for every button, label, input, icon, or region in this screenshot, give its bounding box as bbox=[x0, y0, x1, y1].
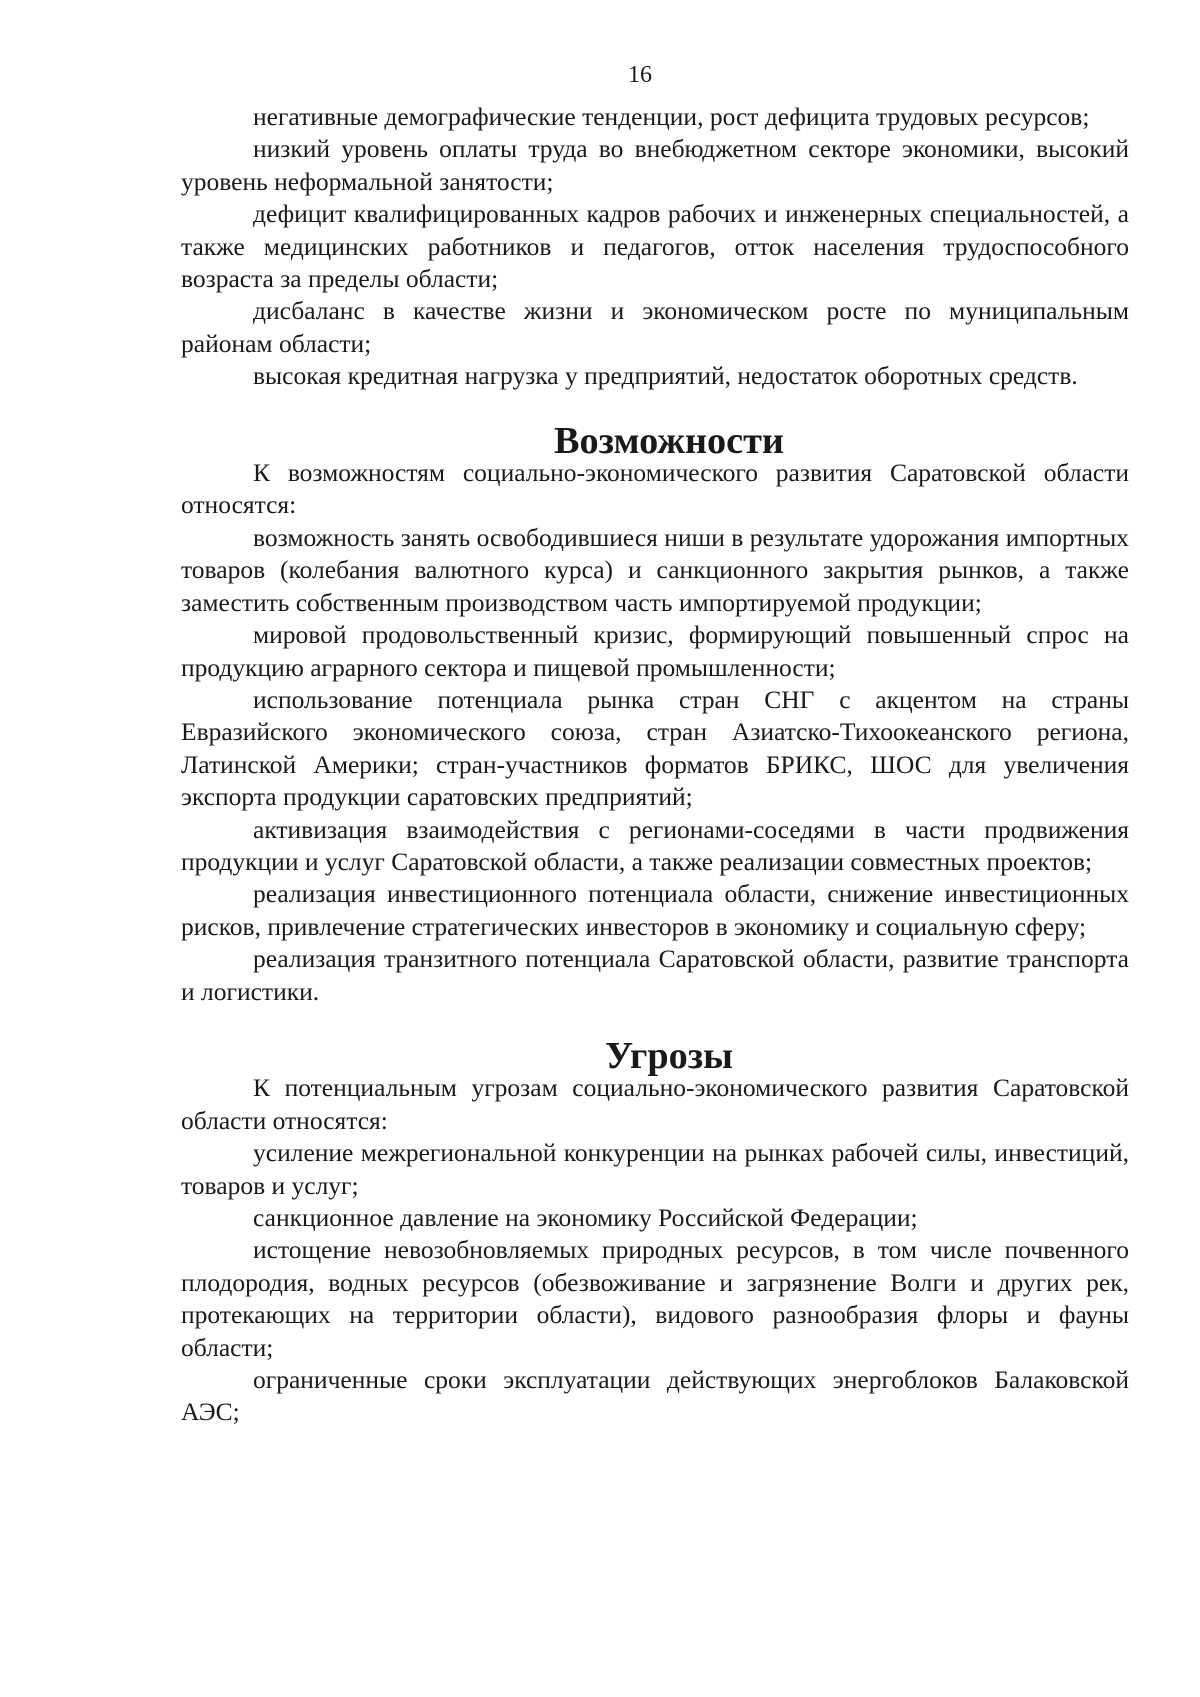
paragraph: усиление межрегиональной конкуренции на рынках рабочей силы, инвестиций, товаров и услуг; bbox=[181, 1138, 1129, 1200]
paragraph: использование потенциала рынка стран СНГ с акцентом на страны Евразийского экономического союза, стран Азиатско-Тихоокеанского региона, Латинской Америки; стран-участников форматов БРИКС, ШОС для увеличения экспорта продукции саратовских предприятий; bbox=[181, 684, 1129, 812]
paragraph: дефицит квалифицированных кадров рабочих и инженерных специальностей, а также медицинских работников и педагогов, отток населения трудоспособного возраста за пределы области; bbox=[181, 199, 1129, 294]
paragraph: истощение невозобновляемых природных ресурсов, в том числе почвенного плодородия, водных ресурсов (обезвоживание и загрязнение Волги и других рек, протекающих на территории области), видового разнообразия флоры и фауны области; bbox=[181, 1235, 1129, 1362]
paragraph: активизация взаимодействия с регионами-соседями в части продвижения продукции и услуг Саратовской области, а также реализации совместных проектов; bbox=[181, 814, 1129, 876]
paragraph: ограниченные сроки эксплуатации действующих энергоблоков Балаковской АЭС; bbox=[181, 1365, 1129, 1427]
paragraph: реализация инвестиционного потенциала области, снижение инвестиционных рисков, привлечение стратегических инвесторов в экономику и социальную сферу; bbox=[181, 879, 1129, 941]
paragraph: санкционное давление на экономику Российской Федерации; bbox=[253, 1203, 918, 1232]
document-body bbox=[181, 101, 1129, 1429]
paragraph: К потенциальным угрозам социально-экономического развития Саратовской области относятся: bbox=[181, 1073, 1129, 1135]
page-number: 16 bbox=[628, 62, 652, 88]
paragraph: низкий уровень оплаты труда во внебюджетном секторе экономики, высокий уровень неформальной занятости; bbox=[181, 134, 1129, 196]
paragraph: высокая кредитная нагрузка у предприятий, недостаток оборотных средств. bbox=[253, 361, 1078, 391]
paragraph: К возможностям социально-экономического развития Саратовской области относятся: bbox=[181, 458, 1129, 520]
paragraph: негативные демографические тенденции, рост дефицита трудовых ресурсов; bbox=[253, 102, 1090, 131]
section-heading-threats: Угрозы bbox=[605, 1034, 733, 1077]
paragraph: возможность занять освободившиеся ниши в результате удорожания импортных товаров (колебания валютного курса) и санкционного закрытия рынков, а также заместить собственным производством часть импортируемой продукции; bbox=[181, 522, 1129, 617]
paragraph: реализация транзитного потенциала Саратовской области, развитие транспорта и логистики. bbox=[181, 944, 1129, 1006]
section-heading-opportunities: Возможности bbox=[554, 419, 784, 462]
paragraph: мировой продовольственный кризис, формирующий повышенный спрос на продукцию аграрного сектора и пищевой промышленности; bbox=[181, 620, 1129, 682]
paragraph: дисбаланс в качестве жизни и экономическом росте по муниципальным районам области; bbox=[181, 296, 1129, 358]
